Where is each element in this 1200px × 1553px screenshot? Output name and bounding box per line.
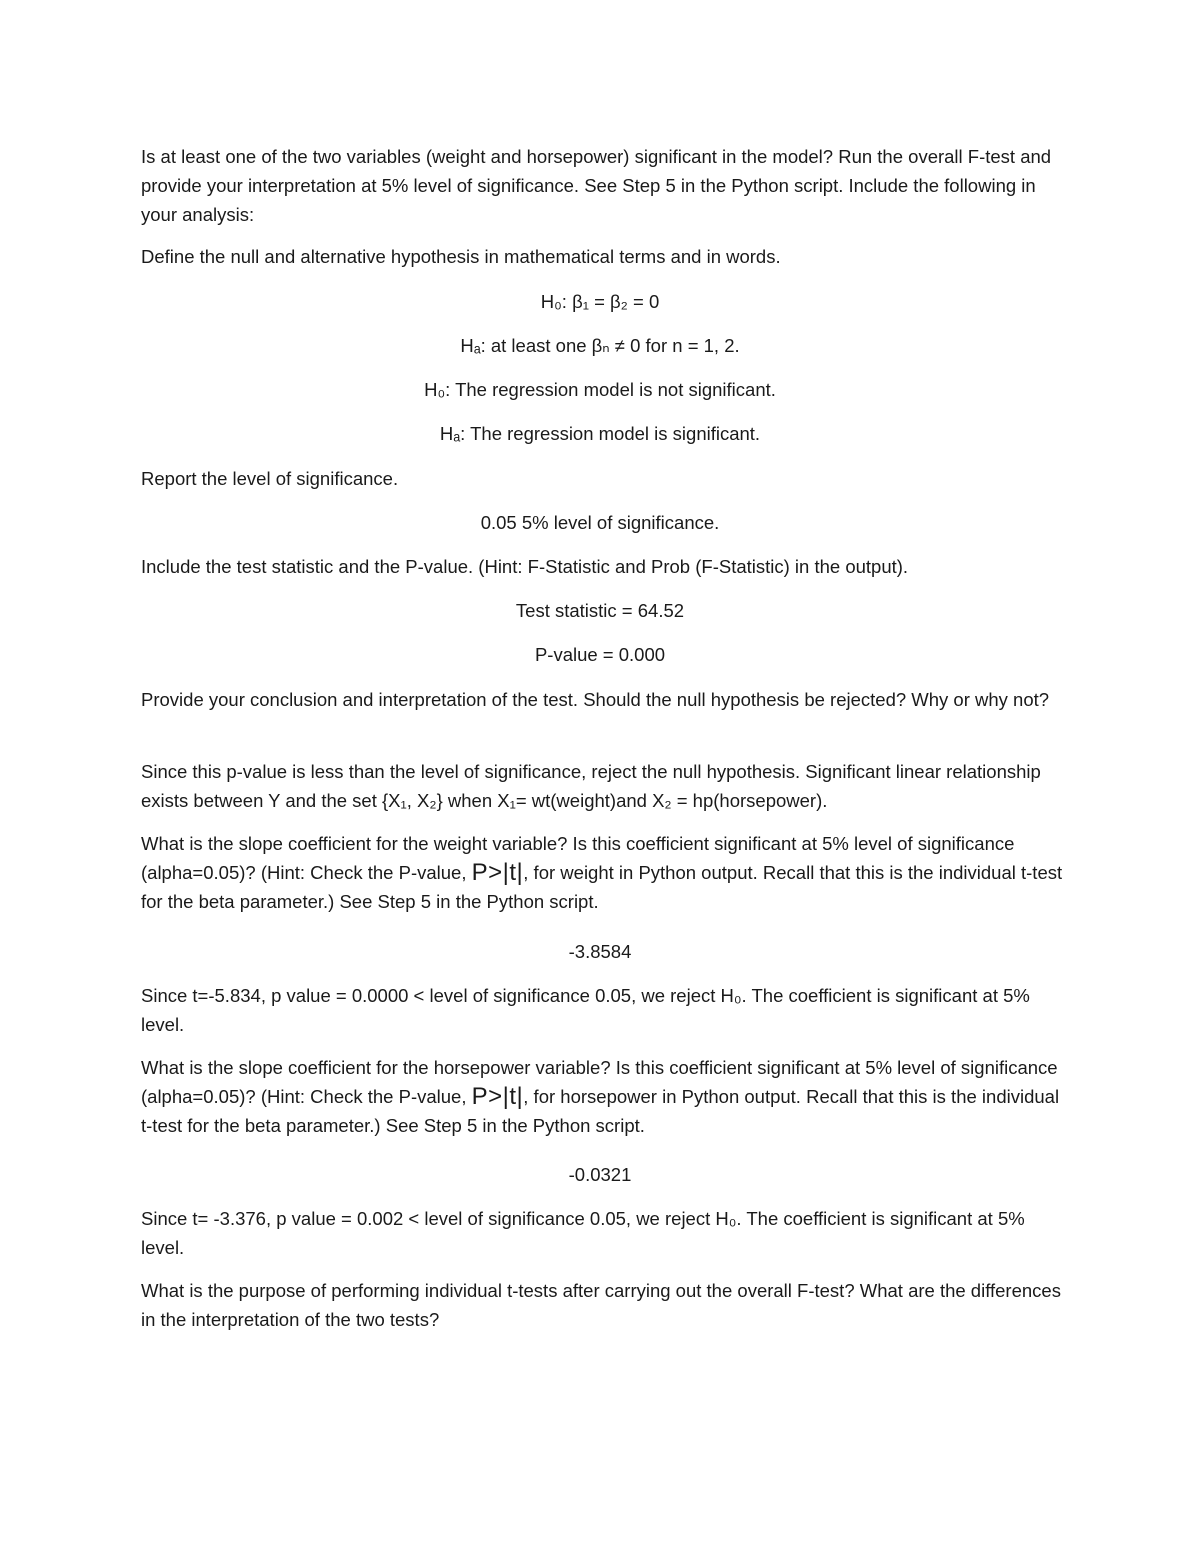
horsepower-question — [141, 1053, 1066, 1140]
weight-question-part1: What is the slope coefficient for the weight variable? Is this coefficient significant at 5% level of significance (alpha=0.05)? (Hint: Check the P-value, — [141, 833, 1015, 883]
conclusion-prompt: Provide your conclusion and interpretation of the test. Should the null hypothesis be rejected? Why or why not? — [141, 689, 1050, 710]
horsepower-answer: Since t= -3.376, p value = 0.002 < level of significance 0.05, we reject H₀. The coefficient is significant at 5% level. — [141, 1208, 1025, 1258]
purpose-question: What is the purpose of performing individual t-tests after carrying out the overall F-test? What are the differences in the interpretation of the two tests? — [141, 1280, 1061, 1330]
null-hypothesis-words: H₀: The regression model is not significant. — [424, 379, 776, 400]
test-statistic: Test statistic = 64.52 — [515, 600, 685, 621]
alternative-hypothesis-words: Hₐ: The regression model is significant. — [439, 423, 761, 444]
p-value-column-label: P>|t| — [471, 859, 524, 886]
significance-prompt: Report the level of significance. — [141, 468, 399, 489]
horsepower-question-part1: What is the slope coefficient for the horsepower variable? Is this coefficient significant at 5% level of significance (alpha=0.05)? (Hint: Check the P-value, — [141, 1057, 1058, 1107]
significance-answer: 0.05 5% level of significance. — [480, 512, 720, 533]
null-hypothesis-math: H₀: β₁ = β₂ = 0 — [540, 291, 660, 312]
p-value-column-label: P>|t| — [471, 1083, 524, 1110]
f-test-question: Is at least one of the two variables (weight and horsepower) significant in the model? Run the overall F-test and provide your interpretation at 5% level of significance. See Step 5 in the Python script. Include the following in your analysis: — [141, 146, 1052, 225]
define-hypothesis-prompt: Define the null and alternative hypothesis in mathematical terms and in words. — [141, 246, 781, 267]
conclusion-answer: Since this p-value is less than the level of significance, reject the null hypothesis. Significant linear relationship exists between Y and the set {X₁, X₂} when X₁= wt(weight)and X₂ = hp(horsepower). — [141, 761, 1041, 811]
weight-question-part2: , for weight in Python output. Recall that this is the individual t-test for the beta parameter.) See Step 5 in the Python script. — [141, 862, 1063, 912]
weight-answer: Since t=-5.834, p value = 0.0000 < level of significance 0.05, we reject H₀. The coefficient is significant at 5% level. — [141, 985, 1030, 1035]
horsepower-question-part2: , for horsepower in Python output. Recall that this is the individual t-test for the beta parameter.) See Step 5 in the Python script. — [141, 1086, 1060, 1136]
weight-coefficient: -3.8584 — [568, 941, 632, 962]
statistic-prompt: Include the test statistic and the P-value. (Hint: F-Statistic and Prob (F-Statistic) in the output). — [141, 556, 909, 577]
horsepower-coefficient: -0.0321 — [568, 1164, 632, 1185]
weight-question — [141, 829, 1066, 916]
p-value: P-value = 0.000 — [534, 644, 666, 665]
alternative-hypothesis-math: Hₐ: at least one βₙ ≠ 0 for n = 1, 2. — [460, 335, 740, 356]
